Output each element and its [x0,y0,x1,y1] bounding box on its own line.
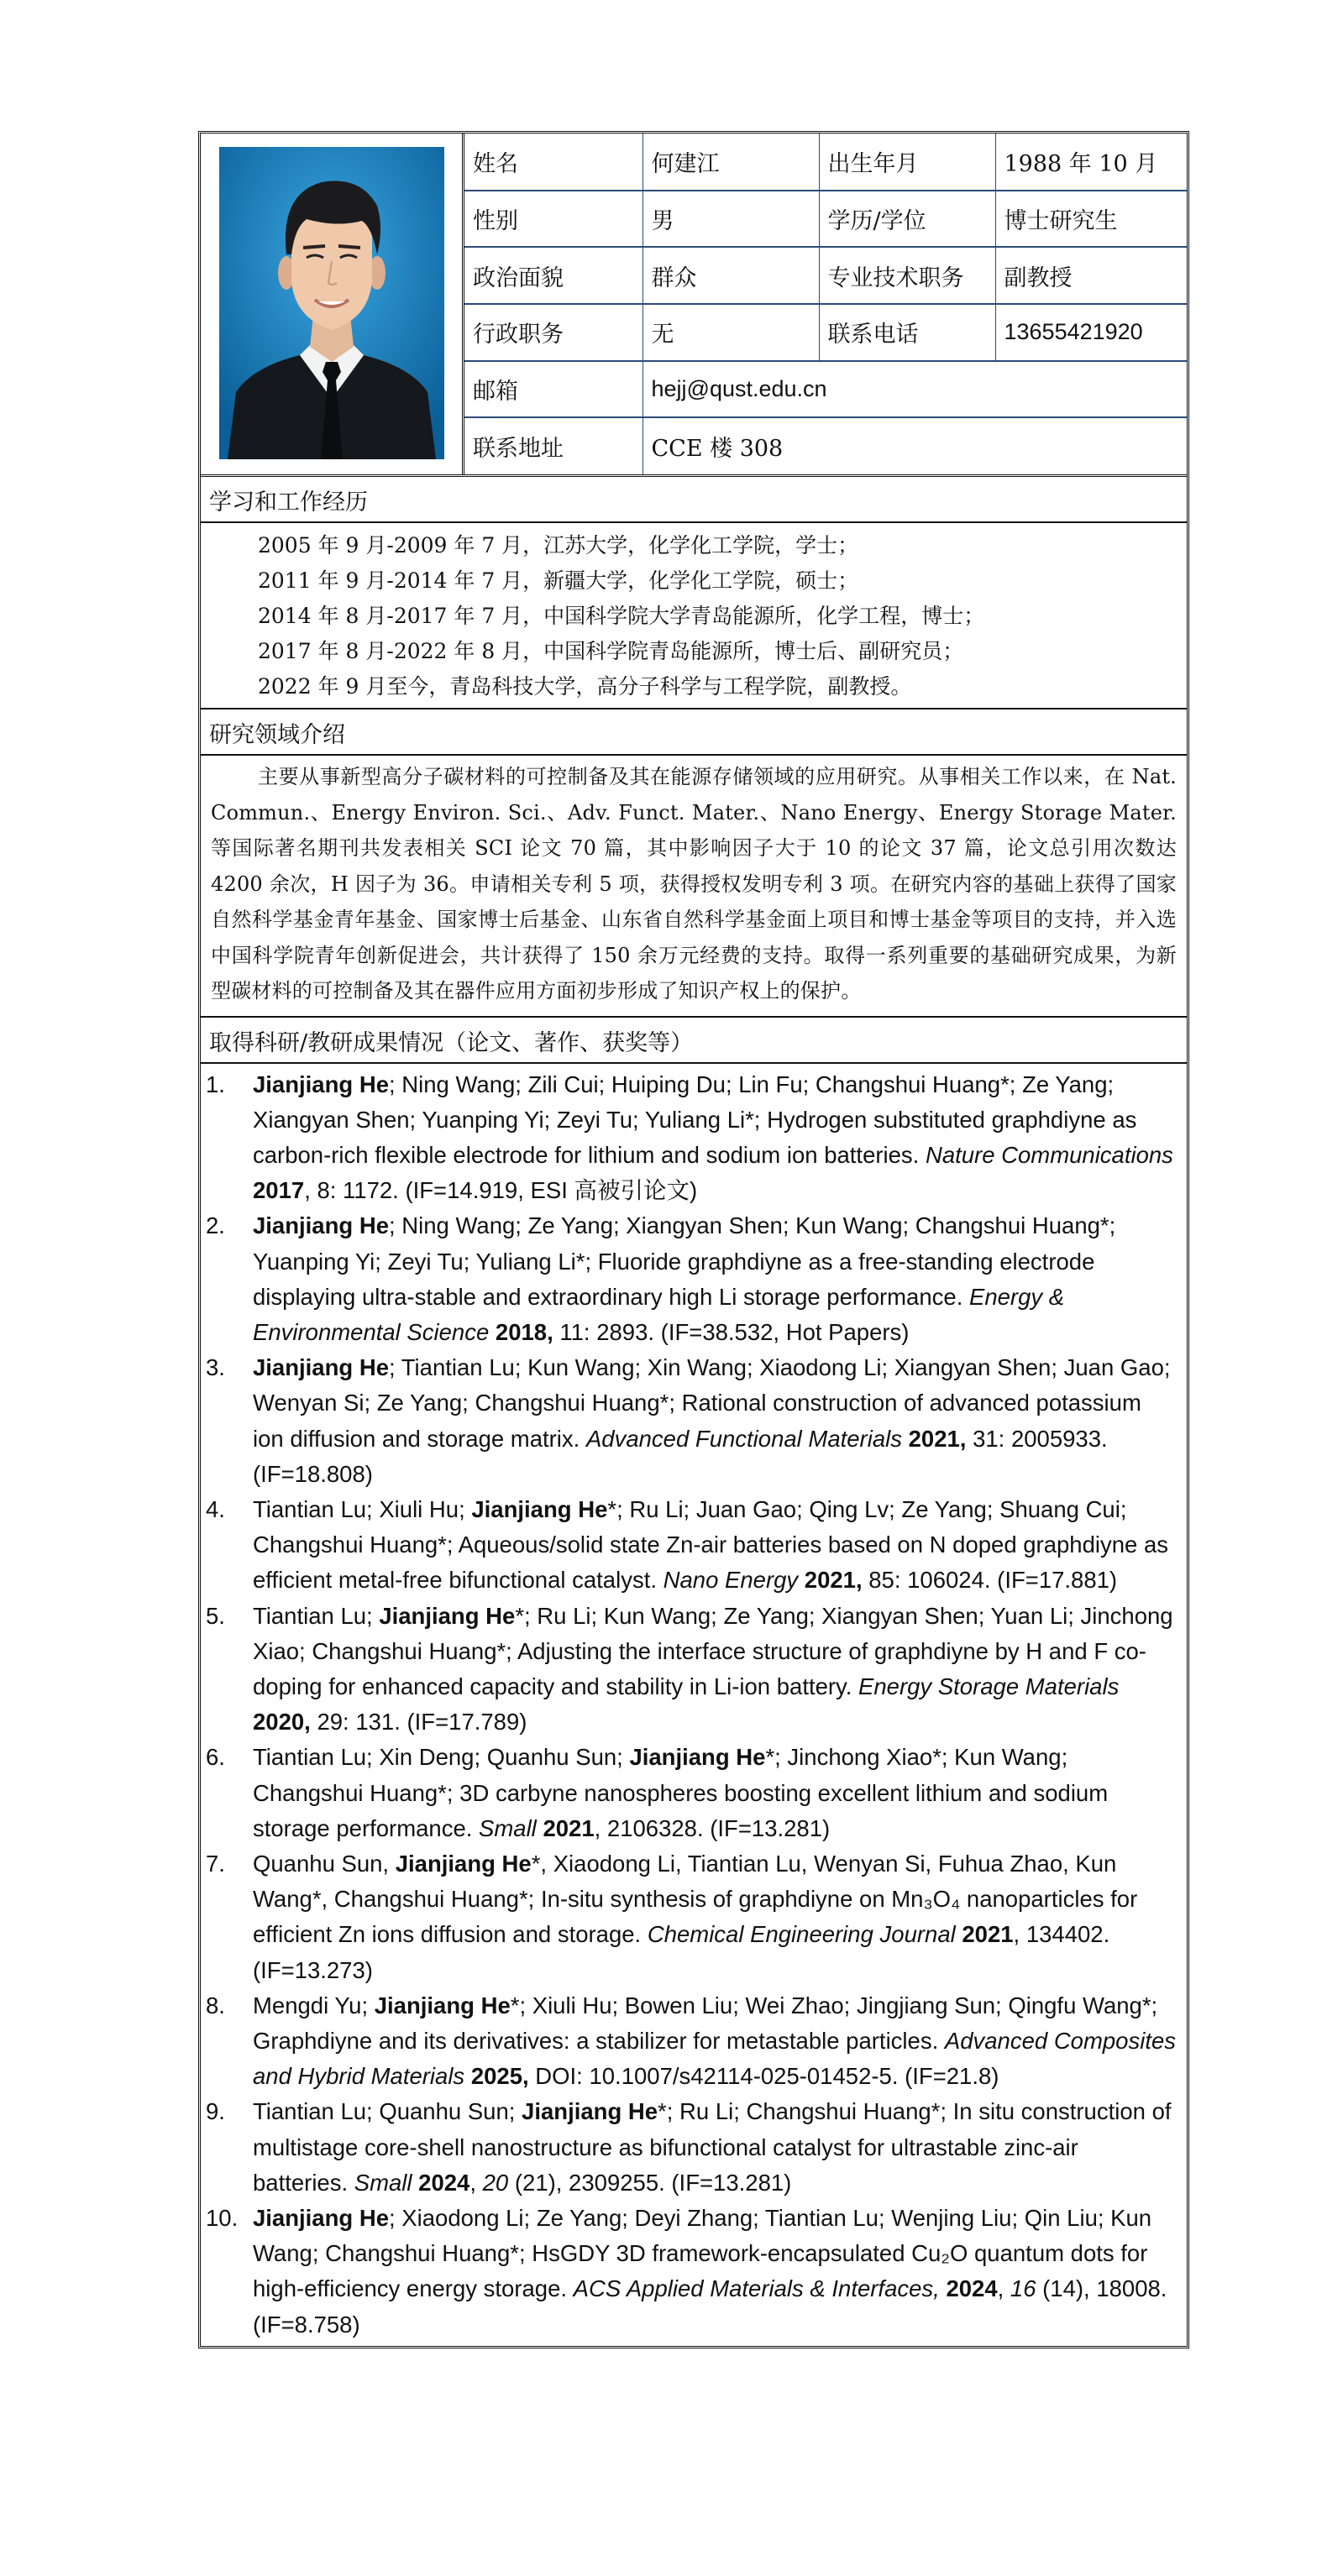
citation-tail: , 8: 1172. (IF=14.919, ESI 高被引论文) [304,1177,698,1204]
journal-name: Nano Energy [663,1567,799,1594]
portrait-icon [219,147,444,459]
citation-body: ; Xiaodong Li; Ze Yang; Deyi Zhang; Tiantian Lu; Wenjing Liu; Qin Liu; Kun Wang; Changshui Huang*; HsGDY 3D framework-encapsulated Cu₂O quantum dots for high-efficiency energy storage. [253,2205,1152,2302]
citation-body: ; Ning Wang; Zili Cui; Huiping Du; Lin Fu; Changshui Huang*; Ze Yang; Xiangyan Shen; Yuanping Yi; Zeyi Tu; Yuliang Li*; Hydrogen substituted graphdiyne as carbon-rich flexible electrode for lithium and sodium ion batteries. [253,1071,1137,1168]
citation-body: *; Xiuli Hu; Bowen Liu; Wei Zhao; Jingjiang Sun; Qingfu Wang*; Graphdiyne and its derivatives: a stabilizer for metastable particles. [253,1992,1158,2054]
value-address: CCE 楼 308 [651,436,784,463]
journal-name: Small [354,2169,412,2196]
label-title: 专业技术职务 [819,247,995,304]
coauthors: Tiantian Lu; Xiuli Hu; [253,1495,472,1522]
citation-tail: 11: 2893. (IF=38.532, Hot Papers) [553,1318,910,1345]
citation-tail: (21), 2309255. (IF=13.281) [508,2169,792,2196]
coauthors: Tiantian Lu; Xin Deng; Quanhu Sun; [253,1744,630,1771]
publication-number: 7. [206,1850,225,1877]
journal-name: Advanced Composites and Hybrid Materials [253,2027,1177,2090]
volume: 16 [1010,2275,1036,2302]
portrait-photo [219,147,444,459]
value-gender: 男 [643,191,819,248]
citation-body: *, Xiaodong Li, Tiantian Lu, Wenyan Si, Fuhua Zhao, Kun Wang*, Changshui Huang*; In-situ synthesis of graphdiyne on Mn₃O₄ nanoparticles for efficient Zn ions diffusion and storage. [253,1850,1138,1948]
publication-text [253,1350,1178,1492]
publication-number: 10. [206,2205,239,2231]
photo-cell [201,134,464,474]
highlighted-author: Jianjiang He [374,1992,511,2018]
highlighted-author: Jianjiang He [379,1602,516,1629]
publication-year: 2021, [908,1425,967,1452]
publication-number: 3. [206,1354,225,1381]
publication-text: Tiantian Lu; Quanhu Sun; Jianjiang He*; Ru Li; Changshui Huang*; In situ construction of multistage core-shell nanostructure as bifunctional catalyst for ultrastable zinc-air batteries. Small 2024, 20 (21), 2309255. (IF=13.281) [253,2098,1172,2196]
publication-item [206,1740,1178,1846]
value-email[interactable]: hejj@qust.edu.cn [643,361,1187,418]
profile-row [464,134,1187,191]
publication-text [253,1492,1178,1599]
value-name: 何建江 [643,134,819,191]
coauthors: Tiantian Lu; Quanhu Sun; [253,2098,522,2125]
publication-item [206,2094,1178,2201]
publication-year: 2017 [253,1177,305,1204]
publication-text [253,1740,1178,1846]
highlighted-author: Jianjiang He [629,1744,766,1771]
publication-number: 9. [206,2098,225,2125]
label-email: 邮箱 [464,361,643,418]
publication-item [206,1350,1178,1492]
label-phone: 联系电话 [819,304,995,361]
highlighted-author: Jianjiang He [253,1071,389,1097]
publication-year: 2018, [495,1318,553,1345]
citation-tail: (14), 18008. (IF=8.758) [253,2275,1167,2338]
journal-name: Energy Storage Materials [858,1673,1120,1699]
publication-year: 2020, [253,1709,311,1736]
highlighted-author: Jianjiang He [253,1354,389,1381]
highlighted-author: Jianjiang He [522,2098,658,2125]
publication-year: 2025, [470,2063,529,2090]
publication-year: 2021 [962,1921,1014,1948]
publication-number: 5. [206,1602,225,1629]
publication-text [253,1208,1178,1350]
journal-name: ACS Applied Materials & Interfaces, [573,2275,940,2302]
citation-tail: , 2106328. (IF=13.281) [594,1814,831,1841]
value-birth: 1988 年 10 月 [995,134,1187,191]
journal-name: Advanced Functional Materials [585,1425,902,1452]
experience-item: 2011 年 9 月-2014 年 7 月，新疆大学，化学化工学院，硕士； [258,568,859,593]
citation-tail: , 134402. (IF=13.273) [253,1921,1110,1983]
experience-item: 2017 年 8 月-2022 年 8 月，中国科学院青岛能源所，博士后、副研究员； [258,639,964,663]
publication-year: 2021, [804,1567,863,1594]
publication-year: 2021 [543,1814,595,1841]
citation-tail: DOI: 10.1007/s42114-025-01452-5. (IF=21.8) [528,2063,999,2090]
publication-number: 6. [206,1744,225,1771]
publication-text [253,1846,1178,1988]
profile-block [201,134,1187,477]
experience-item: 2022 年 9 月至今，青岛科技大学，高分子科学与工程学院，副教授。 [258,674,912,699]
coauthors: Tiantian Lu; [253,1602,380,1629]
label-political: 政治面貌 [464,247,643,304]
profile-row [464,417,1187,474]
publication-list [201,1064,1187,2346]
citation-tail: 31: 2005933. (IF=18.808) [253,1425,1108,1487]
label-admin: 行政职务 [464,304,643,361]
citation-body: *; Ru Li; Changshui Huang*; In situ construction of multistage core-shell nanostructure as bifunctional catalyst for ultrastable zinc-air batteries. [253,2098,1172,2196]
volume: 20 [482,2169,509,2196]
profile-row [464,191,1187,248]
publication-text [253,1988,1178,2095]
resume-frame [198,131,1189,2348]
label-gender: 性别 [464,191,643,248]
publication-text [253,1067,1178,1209]
journal-name: Energy & Environmental Science [253,1283,1065,1345]
publication-number: 4. [206,1495,225,1522]
highlighted-author: Jianjiang He [253,2205,389,2231]
citation-body: ; Ning Wang; Ze Yang; Xiangyan Shen; Kun Wang; Changshui Huang*; Yuanping Yi; Zeyi Tu; Yuliang Li*; Fluoride graphdiyne as a free-standing electrode displaying ultra-stable and extraordinary high Li storage performance. [253,1212,1116,1310]
publication-year: 2024 [418,2169,470,2196]
citation-body: *; Ru Li; Kun Wang; Ze Yang; Xiangyan Shen; Yuan Li; Jinchong Xiao; Changshui Huang*; Adjusting the interface structure of graphdiyne by H and F co-doping for enhanced capacity and stability in Li-ion battery. [253,1602,1173,1699]
publication-number: 8. [206,1992,225,2018]
journal-name: Chemical Engineering Journal [647,1921,956,1948]
experience-item: 2014 年 8 月-2017 年 7 月，中国科学院大学青岛能源所，化学工程，博士； [258,604,985,628]
publication-item [206,1846,1178,1988]
profile-row [464,304,1187,361]
label-degree: 学历/学位 [819,191,995,248]
journal-name: Nature Communications [925,1141,1173,1168]
value-title: 副教授 [995,247,1187,304]
coauthors: Quanhu Sun, [253,1850,396,1877]
profile-table [464,134,1187,474]
publication-item [206,1599,1178,1741]
profile-row [464,361,1187,418]
experience-item: 2005 年 9 月-2009 年 7 月，江苏大学，化学化工学院，学士； [258,533,859,558]
publication-text [253,1599,1178,1741]
value-admin: 无 [643,304,819,361]
value-degree: 博士研究生 [995,191,1187,248]
citation-body: ; Tiantian Lu; Kun Wang; Xin Wang; Xiaodong Li; Xiangyan Shen; Juan Gao; Wenyan Si; Ze Yang; Changshui Huang*; Rational construction of advanced potassium ion diffusion and storage matrix. [253,1354,1171,1452]
research-text: 主要从事新型高分子碳材料的可控制备及其在能源存储领域的应用研究。从事相关工作以来，在 Nat. Commun.、Energy Environ. Sci.、Adv. Funct. Mater.、Nano Energy、Energy Storage Mater.等国际著名期刊共发表相关 SCI 论文 70 篇，其中影响因子大于 10 的论文 37 篇，论文总引用次数达 4200 余次，H 因子为 36。申请相关专利 5 项，获得授权发明专利 3 项。在研究内容的基础上获得了国家自然科学基金青年基金、国家博士后基金、山东省自然科学基金面上项目和博士基金等项目的支持，并入选中国科学院青年创新促进会，共计获得了 150 余万元经费的支持。取得一系列重要的基础研究成果，为新型碳材料的可控制备及其在器件应用方面初步形成了知识产权上的保护。 [211,765,1177,1003]
publication-number: 1. [206,1071,225,1097]
publication-item [206,1208,1178,1350]
profile-row [464,247,1187,304]
citation-body: *; Ru Li; Juan Gao; Qing Lv; Ze Yang; Shuang Cui; Changshui Huang*; Aqueous/solid state Zn-air batteries based on N doped graphdiyne as efficient metal-free bifunctional catalyst. [253,1495,1169,1594]
publication-item [206,2201,1178,2343]
label-address: 联系地址 [464,417,643,474]
citation-tail: 85: 106024. (IF=17.881) [862,1567,1118,1594]
label-name: 姓名 [464,134,643,191]
coauthors: Mengdi Yu; [253,1992,375,2018]
highlighted-author: Jianjiang He [253,1212,389,1239]
highlighted-author: Jianjiang He [471,1495,608,1522]
publication-item [206,1492,1178,1599]
citation-body: *; Jinchong Xiao*; Kun Wang; Changshui Huang*; 3D carbyne nanospheres boosting excellent lithium and sodium storage performance. [253,1744,1109,1841]
publications-heading: 取得科研/教研成果情况（论文、著作、获奖等） [201,1018,1187,1064]
journal-name: Small [479,1814,537,1841]
publication-number: 2. [206,1212,225,1239]
research-heading: 研究领域介绍 [201,709,1187,756]
publication-item [206,1067,1178,1209]
publication-text: Jianjiang He; Xiaodong Li; Ze Yang; Deyi Zhang; Tiantian Lu; Wenjing Liu; Qin Liu; Kun Wang; Changshui Huang*; HsGDY 3D framework-encapsulated Cu₂O quantum dots for high-efficiency energy storage. ACS Applied Materials & Interfaces, 2024, 16 (14), 18008. (IF=8.758) [253,2205,1167,2338]
experience-heading: 学习和工作经历 [201,477,1187,523]
value-phone: 13655421920 [995,304,1187,361]
label-birth: 出生年月 [819,134,995,191]
value-political: 群众 [643,247,819,304]
highlighted-author: Jianjiang He [395,1850,532,1877]
experience-list [201,523,1187,709]
citation-tail: 29: 131. (IF=17.789) [310,1709,527,1736]
publication-item [206,1988,1178,2095]
publication-year: 2024 [946,2275,998,2302]
research-section [201,756,1187,1018]
